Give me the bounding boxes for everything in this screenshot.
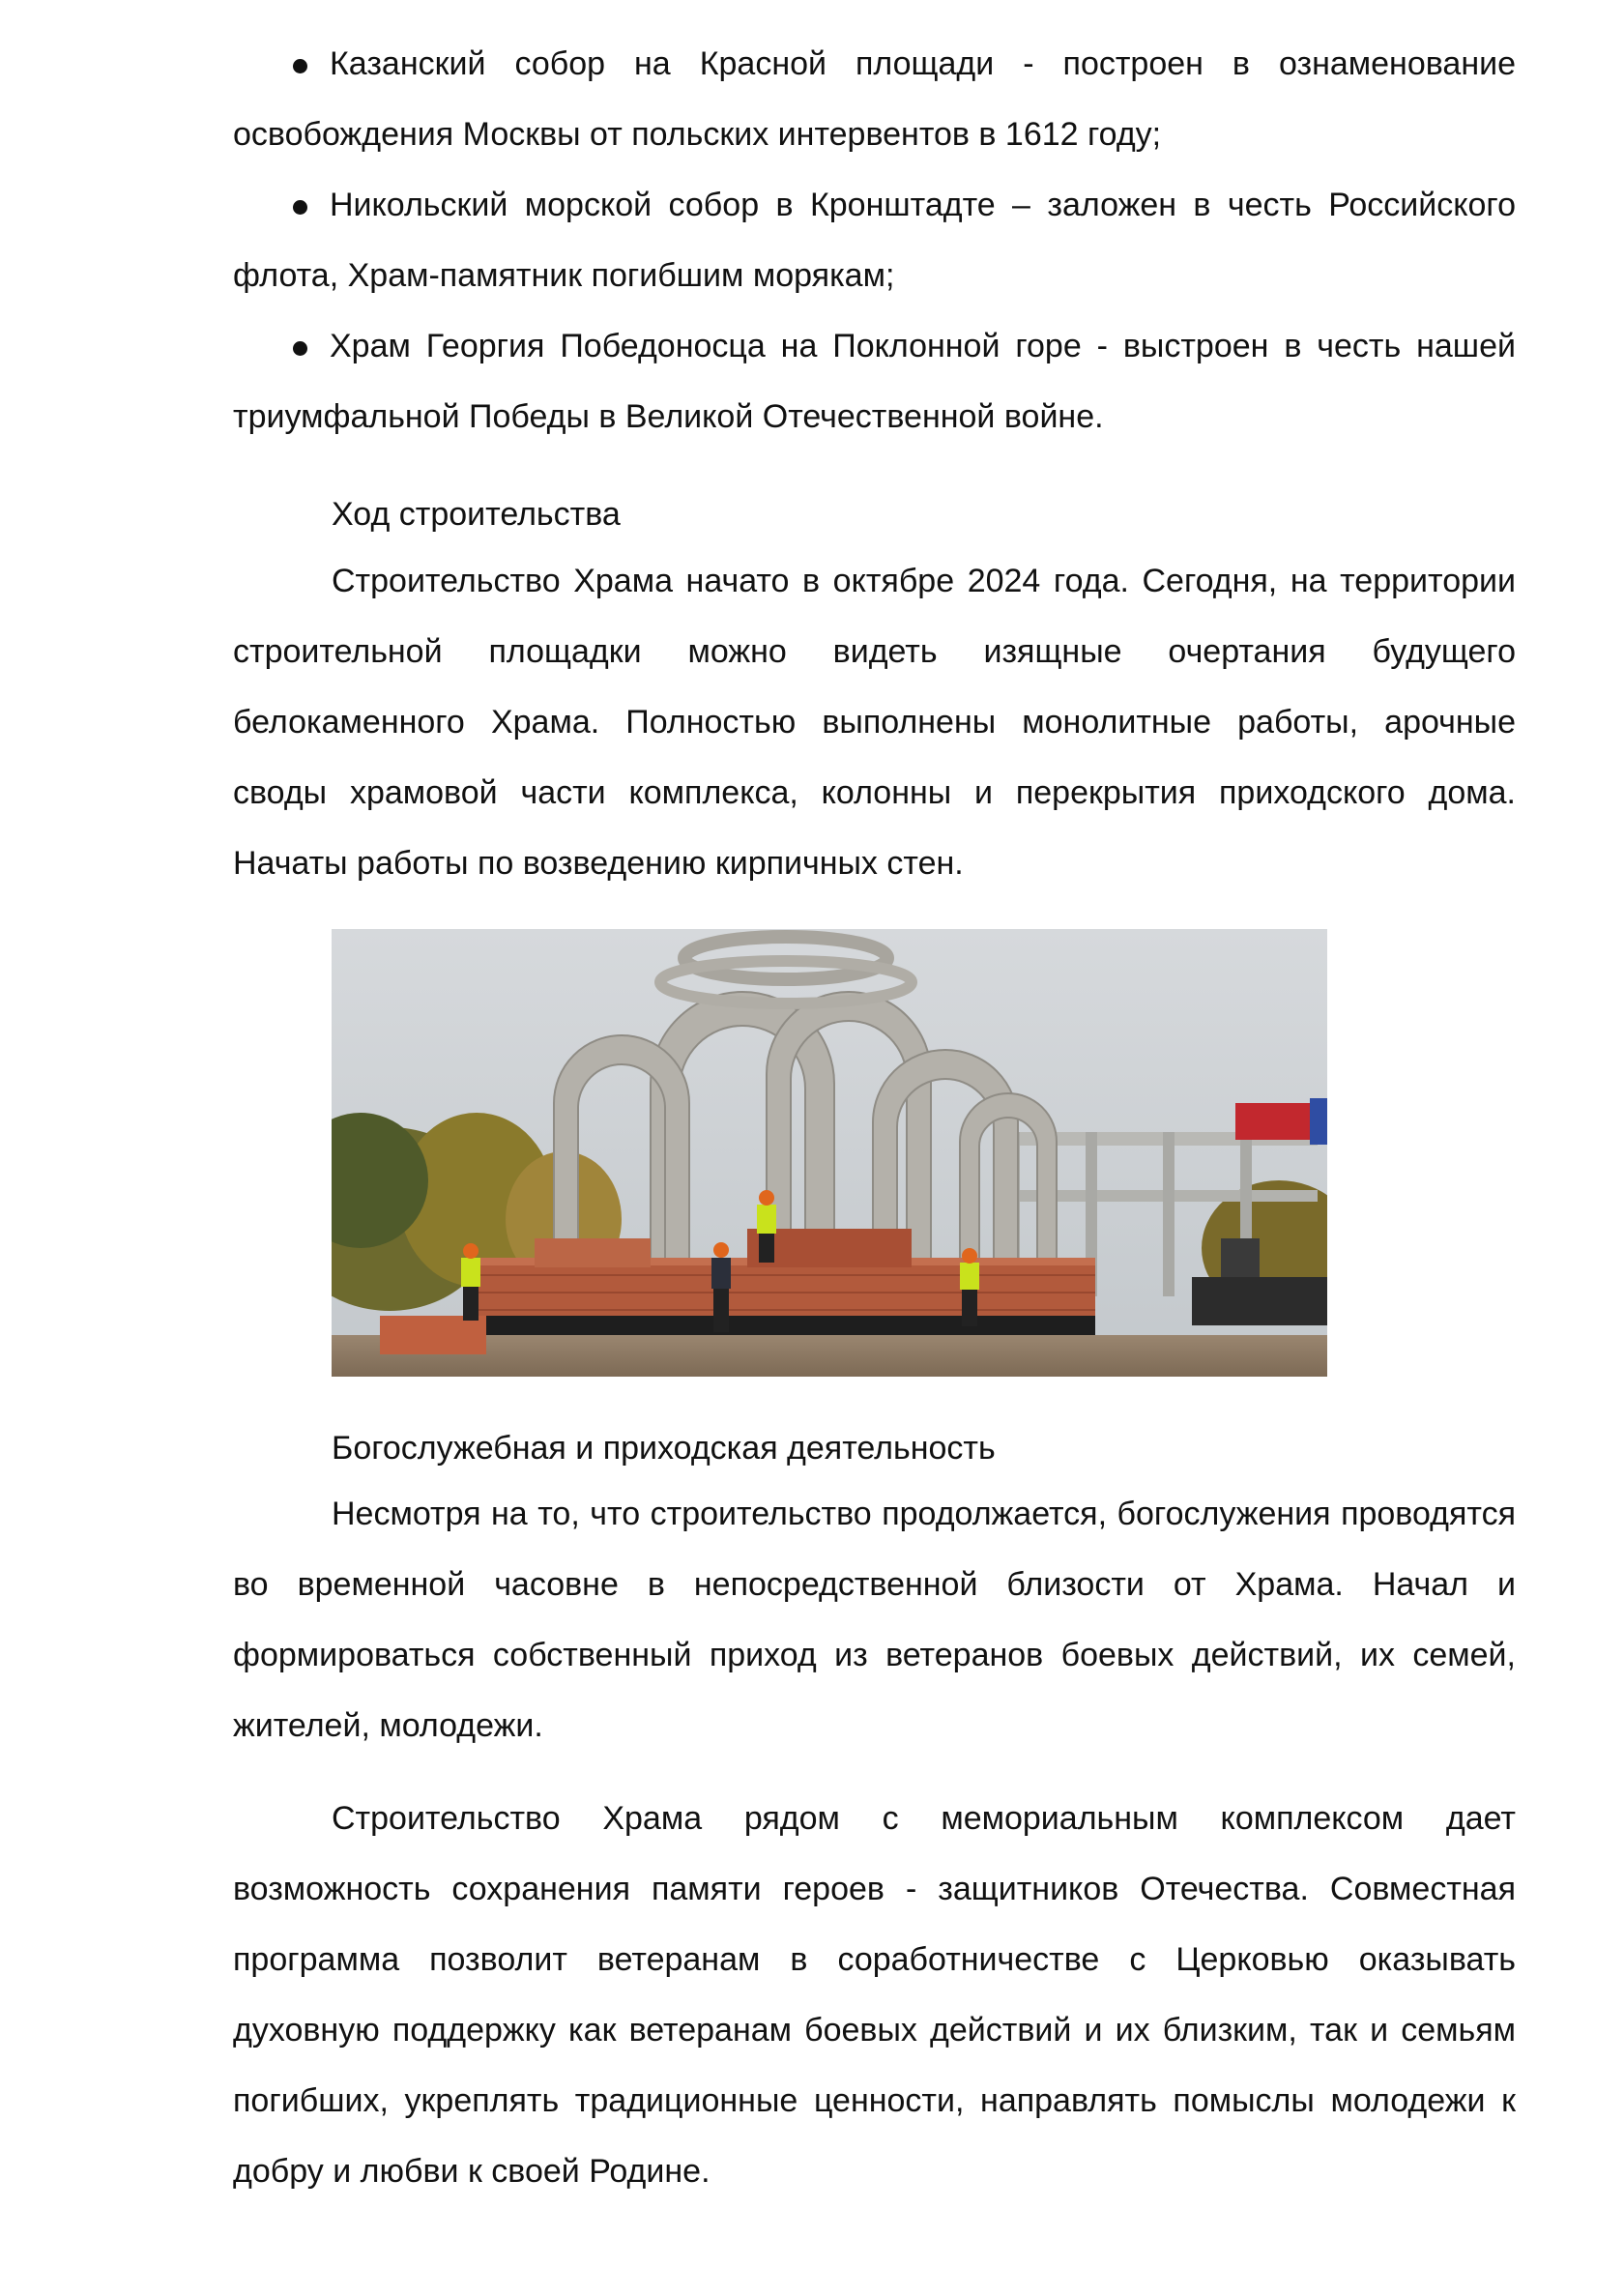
list-item xyxy=(233,29,1516,170)
construction-paragraph: Строительство Храма начато в октябре 2024 года. Сегодня, на территории строительной площадки можно видеть изящные очертания будущего белокаменного Храма. Полностью выполнены монолитные работы, арочные своды храмовой части комплекса, колонны и перекрытия приходского дома. Начаты работы по возведению кирпичных стен. xyxy=(233,563,1516,882)
section-heading-construction: Ход строительства xyxy=(332,496,621,533)
bullet-icon xyxy=(293,200,307,215)
worship-paragraph-1: Несмотря на то, что строительство продолжается, богослужения проводятся во временной часовне в непосредственной близости от Храма. Начал и формироваться собственный приход из ветеранов боевых действий, их семей, жителей, молодежи. xyxy=(233,1496,1516,1744)
bullet-text: Никольский морской собор в Кронштадте – заложен в честь Российского флота, Храм-памятник погибшим морякам; xyxy=(233,187,1516,294)
bullet-icon xyxy=(293,59,307,73)
list-item xyxy=(233,311,1516,452)
worship-paragraph-2: Строительство Храма рядом с мемориальным комплексом дает возможность сохранения памяти героев - защитников Отечества. Совместная программа позволит ветеранам в соработничестве с Церковью оказывать духовную поддержку как ветеранам боевых действий и их близким, так и семьям погибших, укреплять традиционные ценности, направлять помыслы молодежи к добру и любви к своей Родине. xyxy=(233,1800,1516,2190)
construction-photo xyxy=(332,929,1327,1377)
list-item xyxy=(233,170,1516,311)
bullet-list xyxy=(233,29,1516,452)
bullet-icon xyxy=(293,341,307,356)
bullet-text: Храм Георгия Победоносца на Поклонной горе - выстроен в честь нашей триумфальной Победы в Великой Отечественной войне. xyxy=(233,328,1516,435)
section-heading-worship: Богослужебная и приходская деятельность xyxy=(332,1430,996,1467)
bullet-text: Казанский собор на Красной площади - построен в ознаменование освобождения Москвы от польских интервентов в 1612 году; xyxy=(233,45,1516,153)
